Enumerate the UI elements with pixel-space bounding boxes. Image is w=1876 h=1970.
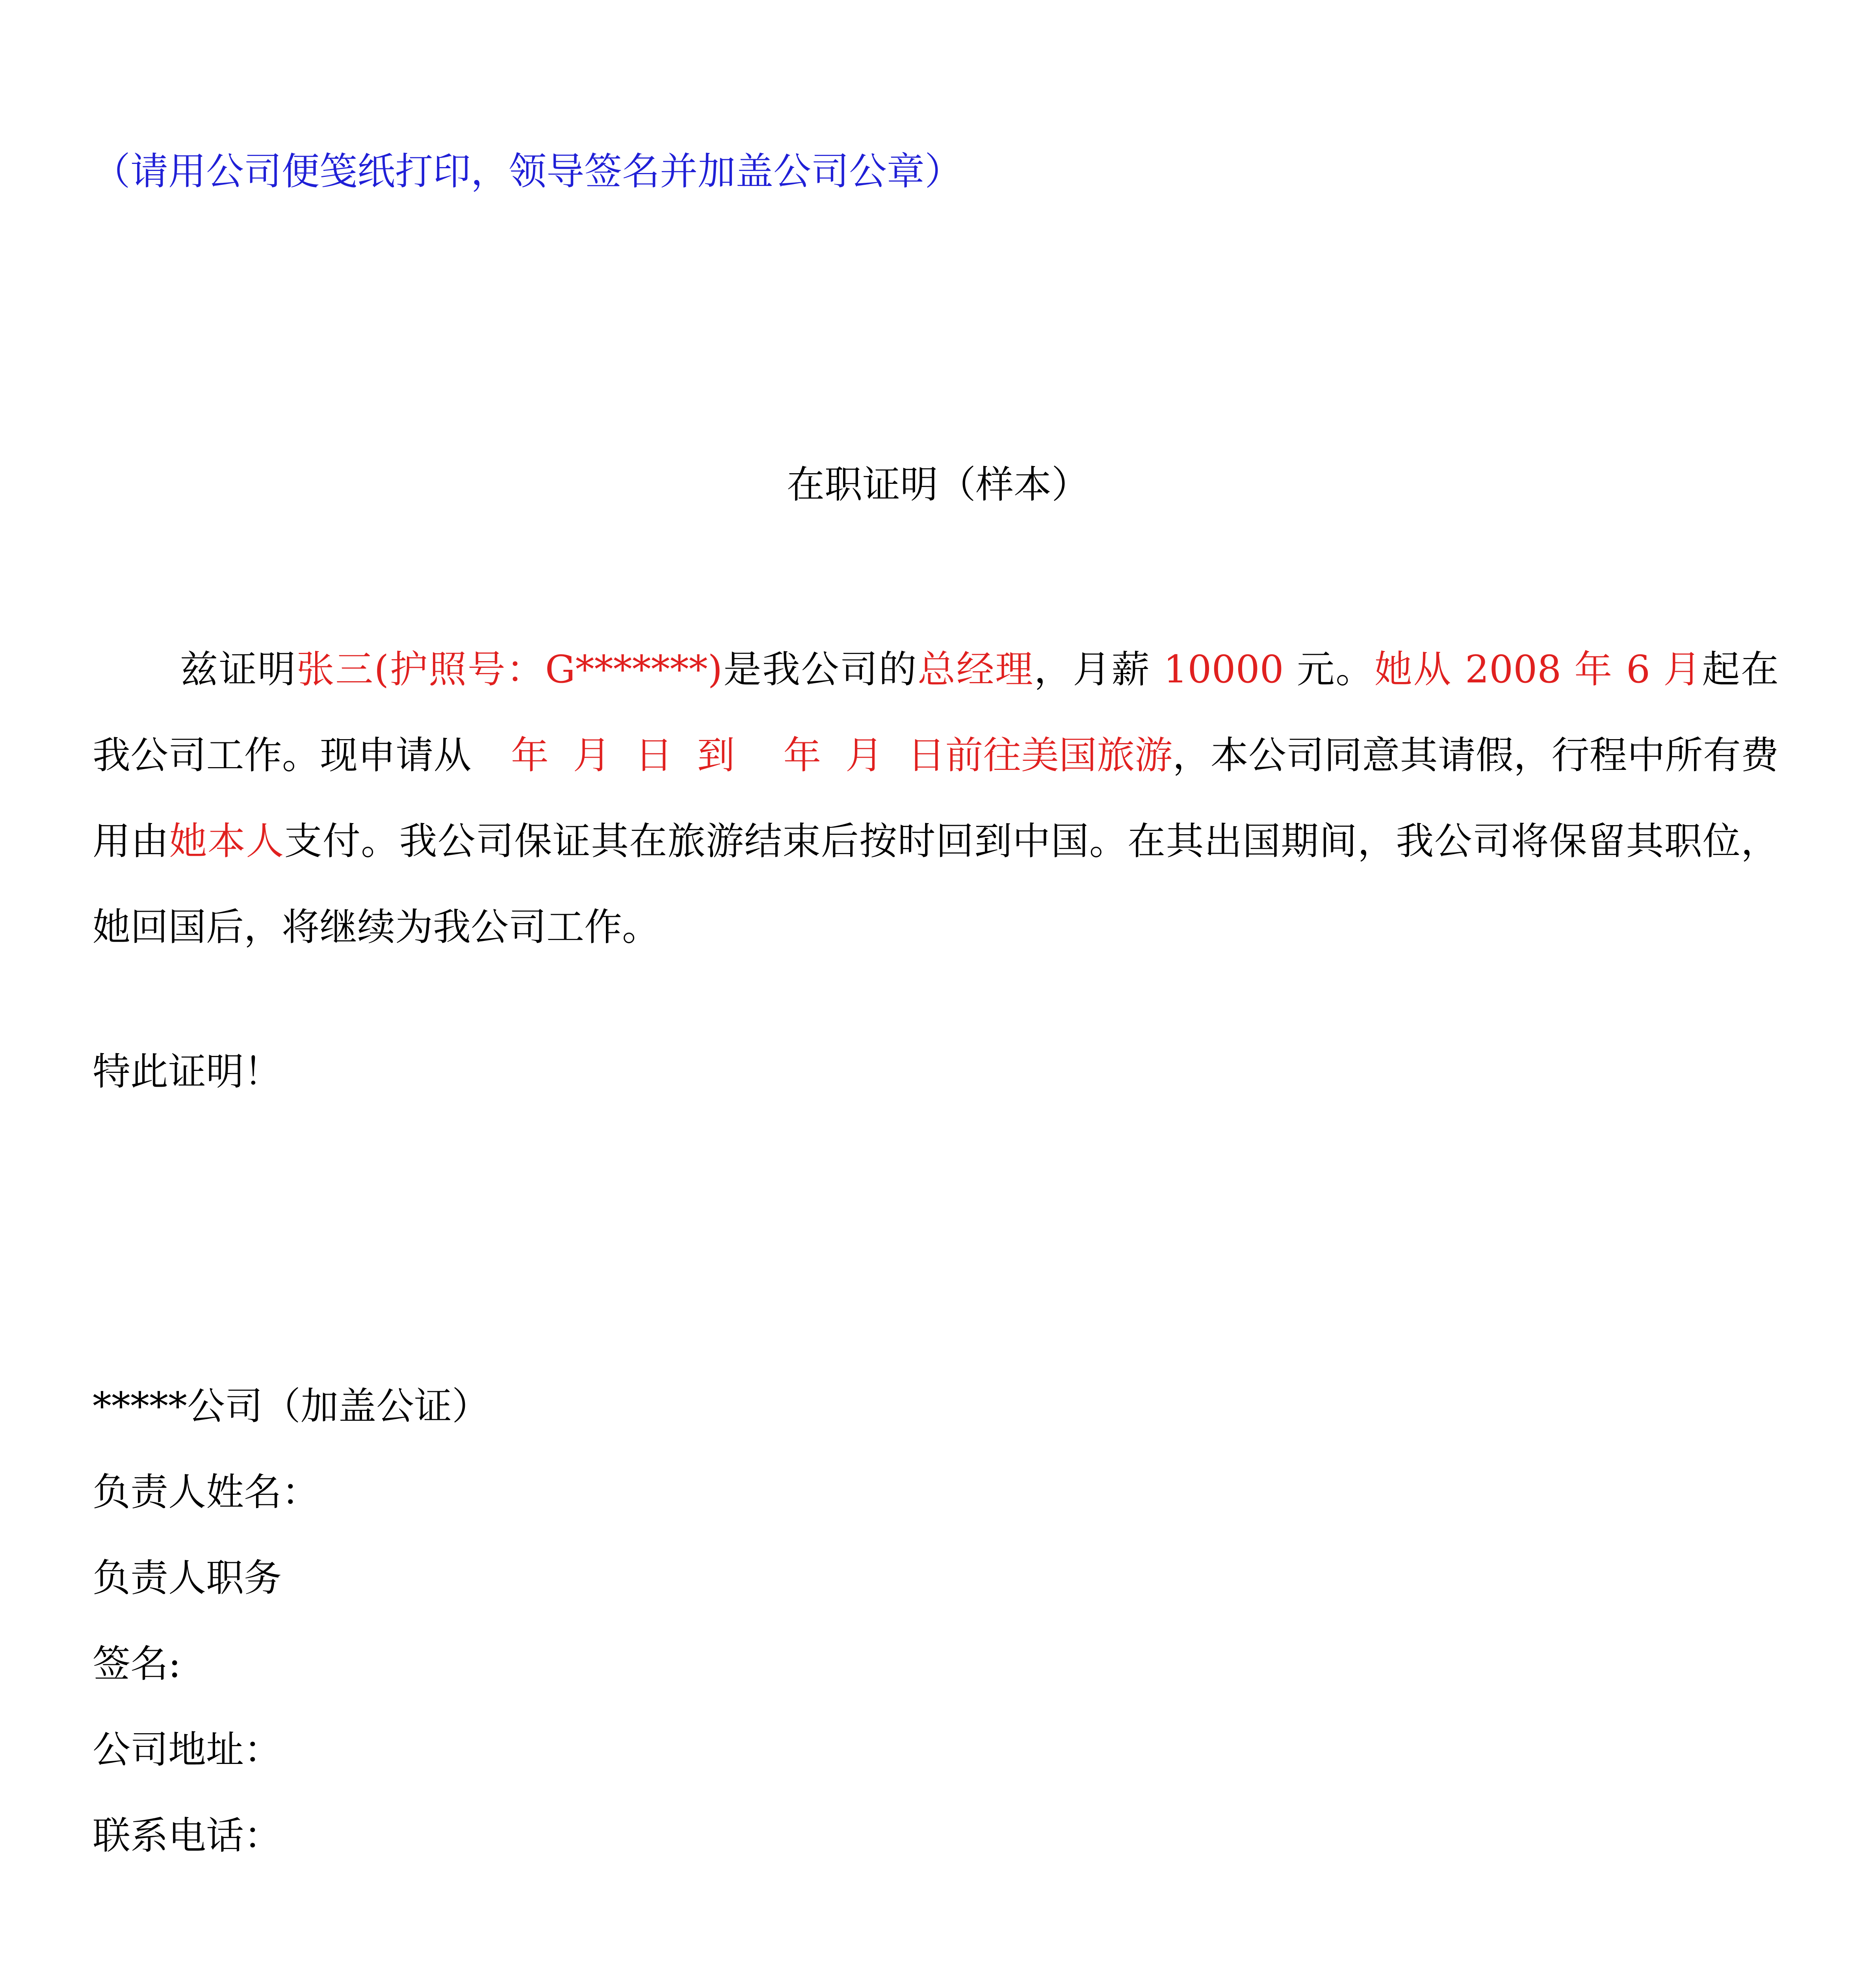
print-instruction-note: （请用公司便笺纸打印，领导签名并加盖公司公章） [93,149,962,193]
employee-name: 张三(护照号：G*******) [296,647,723,691]
closing-statement: 特此证明！ [93,1050,282,1094]
manager-name-line: 负责人姓名： [93,1470,319,1514]
expense-payer: 她本人 [169,819,284,863]
body-text-expenses: ，本公司同意其请假，行程中所有费用由 [93,733,1779,863]
monthly-salary: 10000 [1163,647,1284,691]
body-text-position-lead: 是我公司的 [722,647,918,691]
body-text-guarantee: 支付。我公司保证其在旅游结束后按时回到中国。在其出国期间，我公司将保留其职位，她回国后，将继续为我公司工作。 [93,819,1779,949]
body-text-leave-request: 起在我公司工作。现申请从 [93,647,1779,777]
document-title: 在职证明（样本） [787,463,1089,507]
company-address-line: 公司地址： [93,1728,282,1772]
travel-dates: 年 月 日 到 年 月 日前往美国旅游 [511,733,1173,777]
signature-line: 签名: [93,1642,181,1686]
company-name-line: *****公司（加盖公证） [93,1384,490,1428]
signature-block [93,1363,490,1879]
manager-title-line: 负责人职务 [93,1556,282,1600]
certificate-body [93,626,1779,970]
employment-start-date: 她从 2008 年 6 月 [1374,647,1702,691]
contact-phone-line: 联系电话： [93,1814,282,1858]
body-text-salary-unit: 元。 [1283,647,1374,691]
employee-position: 总经理 [918,647,1034,691]
body-text-intro: 兹证明 [180,647,297,691]
body-text-salary-lead: ，月薪 [1034,647,1164,691]
